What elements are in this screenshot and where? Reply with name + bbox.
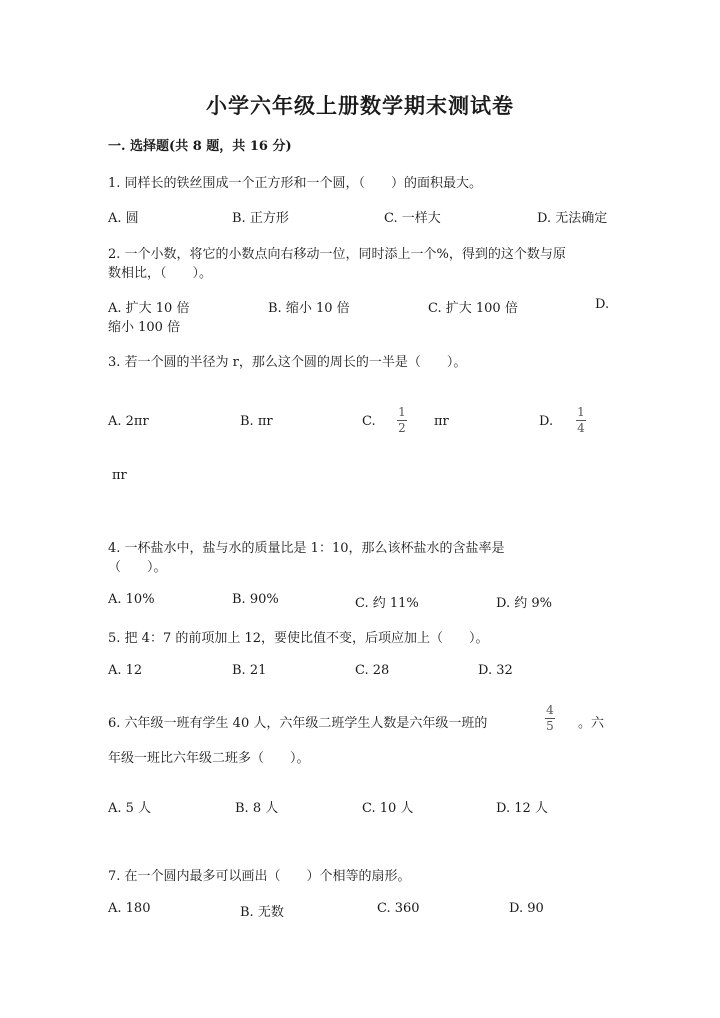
q6-option-c: C. 10 人 <box>362 801 414 816</box>
q1-option-c: C. 一样大 <box>384 211 441 226</box>
q3-option-c-fraction <box>397 406 407 435</box>
q5-option-a: A. 12 <box>108 663 143 678</box>
q3-option-c: C. <box>362 414 376 429</box>
section-heading: 一. 选择题(共 8 题，共 16 分) <box>108 139 292 154</box>
question-3-stem: 3. 若一个圆的半径为 r，那么这个圆的周长的一半是（ ）。 <box>108 355 467 370</box>
q5-option-b: B. 21 <box>232 663 267 678</box>
q1-option-a: A. 圆 <box>108 211 139 226</box>
question-1-stem: 1. 同样长的铁丝围成一个正方形和一个圆，（ ）的面积最大。 <box>108 176 483 191</box>
question-2-stem-cont: 数相比，（ ）。 <box>108 266 213 281</box>
q2-option-d-text: 缩小 100 倍 <box>108 320 181 335</box>
q6-option-a: A. 5 人 <box>108 801 152 816</box>
q4-option-a: A. 10% <box>108 592 155 607</box>
q3-option-d: D. <box>539 414 554 429</box>
q7-option-a: A. 180 <box>108 901 151 916</box>
q5-option-c: C. 28 <box>355 663 390 678</box>
question-4-stem: 4. 一杯盐水中，盐与水的质量比是 1：10，那么该杯盐水的含盐率是 <box>108 541 505 556</box>
question-7-stem: 7. 在一个圆内最多可以画出（ ）个相等的扇形。 <box>108 869 411 884</box>
page-title: 小学六年级上册数学期末测试卷 <box>206 93 514 118</box>
question-6-stem-tail: 。六 <box>578 716 605 731</box>
q4-option-b: B. 90% <box>232 592 279 607</box>
question-4-stem-cont: （ ）。 <box>108 560 167 575</box>
question-6-stem-cont: 年级一班比六年级二班多（ ）。 <box>108 751 310 766</box>
fraction-numerator: 4 <box>546 703 554 717</box>
fraction-numerator: 1 <box>577 405 585 419</box>
q2-option-b: B. 缩小 10 倍 <box>268 301 350 316</box>
q6-fraction <box>545 704 555 733</box>
q2-option-c: C. 扩大 100 倍 <box>428 301 518 316</box>
q2-option-a: A. 扩大 10 倍 <box>108 301 190 316</box>
q3-option-b: B. πr <box>240 414 273 429</box>
q4-option-d: D. 约 9% <box>496 596 552 611</box>
fraction-denominator: 2 <box>398 421 406 435</box>
q7-option-b: B. 无数 <box>240 905 284 920</box>
q3-option-d-tail: πr <box>112 468 127 483</box>
fraction-denominator: 5 <box>546 719 554 733</box>
q7-option-d: D. 90 <box>509 901 544 916</box>
question-5-stem: 5. 把 4：7 的前项加上 12，要使比值不变，后项应加上（ ）。 <box>108 631 489 646</box>
question-6-stem: 6. 六年级一班有学生 40 人，六年级二班学生人数是六年级一班的 <box>108 716 488 731</box>
q3-option-c-tail: πr <box>434 414 449 429</box>
fraction-denominator: 4 <box>577 421 585 435</box>
q4-option-c: C. 约 11% <box>355 596 419 611</box>
q1-option-d: D. 无法确定 <box>537 211 608 226</box>
q6-option-b: B. 8 人 <box>235 801 279 816</box>
fraction-numerator: 1 <box>398 405 406 419</box>
q3-option-d-fraction <box>576 406 586 435</box>
q1-option-b: B. 正方形 <box>232 211 289 226</box>
q2-option-d: D. <box>595 297 610 312</box>
q5-option-d: D. 32 <box>478 663 513 678</box>
question-2-stem: 2. 一个小数，将它的小数点向右移动一位，同时添上一个%，得到的这个数与原 <box>108 247 566 262</box>
q7-option-c: C. 360 <box>377 901 420 916</box>
q3-option-a: A. 2πr <box>108 414 149 429</box>
q6-option-d: D. 12 人 <box>496 801 548 816</box>
